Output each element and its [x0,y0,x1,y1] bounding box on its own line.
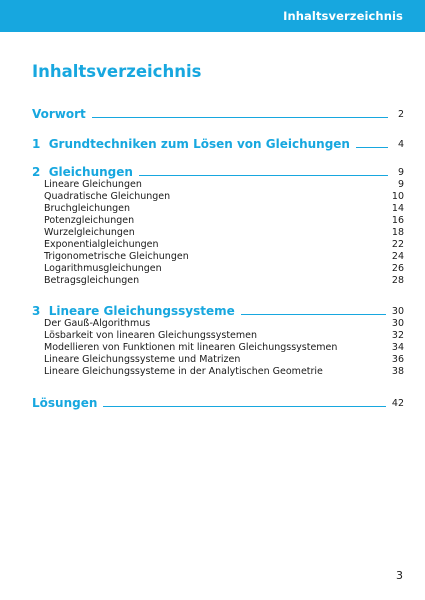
toc-entry-label: Lösbarkeit von linearen Gleichungssystemen [44,329,258,341]
toc-entry[interactable] [32,190,404,202]
toc-page-number: 30 [391,306,404,317]
toc-entry[interactable] [32,202,404,214]
toc-entry-page: 36 [391,353,404,365]
toc-entry-page: 18 [391,226,404,238]
toc-entry-label: Potenzgleichungen [44,214,135,226]
toc-page-number: 2 [397,109,404,120]
toc-section-loesungen[interactable] [32,394,404,410]
toc-entry-label: Exponentialgleichungen [44,238,159,250]
toc-entry-label: Der Gauß-Algorithmus [44,317,151,329]
header-bar [0,0,425,32]
toc-entry-page: 38 [391,365,404,377]
toc-leader-line [92,117,388,118]
toc-entry[interactable] [32,238,404,250]
toc-entry-label: Logarithmusgleichungen [44,262,162,274]
toc-entry[interactable] [32,365,404,377]
toc-entry[interactable] [32,274,404,286]
toc-section-label: 3 Lineare Gleichungssysteme [32,304,235,318]
toc-section-label: Vorwort [32,107,86,121]
toc-section-3[interactable] [32,302,404,318]
toc-entry-label: Lineare Gleichungssysteme in der Analytischen Geometrie [44,365,323,377]
toc-entry[interactable] [32,226,404,238]
toc-section-1[interactable] [32,135,404,151]
toc-entry-page: 16 [391,214,404,226]
toc-entry[interactable] [32,329,404,341]
toc-page-number: 42 [391,398,404,409]
toc-entry[interactable] [32,341,404,353]
toc-leader-line [356,147,388,148]
toc-leader-line [241,314,386,315]
toc-entry-page: 32 [391,329,404,341]
toc-entry-page: 9 [397,178,404,190]
toc-entry-label: Bruchgleichungen [44,202,131,214]
toc-entry-label: Lineare Gleichungssysteme und Matrizen [44,353,241,365]
header-title: Inhaltsverzeichnis [283,9,403,23]
page-number: 3 [396,569,403,582]
toc-entry-label: Lineare Gleichungen [44,178,142,190]
toc-page-number: 4 [397,139,404,150]
toc-entry[interactable] [32,214,404,226]
toc-section-2[interactable] [32,163,404,179]
toc-entry-page: 22 [391,238,404,250]
toc-leader-line [103,406,386,407]
toc-section-label: Lösungen [32,396,98,410]
toc-entry-page: 34 [391,341,404,353]
toc-section-label: 1 Grundtechniken zum Lösen von Gleichungen [32,137,350,151]
toc-entry-label: Wurzelgleichungen [44,226,135,238]
toc-entry[interactable] [32,262,404,274]
toc-section-label: 2 Gleichungen [32,165,133,179]
toc-entry-label: Modellieren von Funktionen mit linearen Gleichungssystemen [44,341,338,353]
toc-entry-page: 10 [391,190,404,202]
toc-entry[interactable] [32,353,404,365]
toc-entry[interactable] [32,250,404,262]
toc-entry-label: Betragsgleichungen [44,274,140,286]
toc-entry-page: 30 [391,317,404,329]
toc-section-vorwort[interactable] [32,105,404,121]
toc-entry[interactable] [32,178,404,190]
toc-entry-page: 24 [391,250,404,262]
toc-entry-label: Trigonometrische Gleichungen [44,250,189,262]
toc-entry-page: 28 [391,274,404,286]
toc-page-number: 9 [397,167,404,178]
toc-entry-page: 14 [391,202,404,214]
page-title: Inhaltsverzeichnis [32,62,202,81]
toc-entry[interactable] [32,317,404,329]
toc-leader-line [139,175,388,176]
toc-entry-page: 26 [391,262,404,274]
toc-entry-label: Quadratische Gleichungen [44,190,171,202]
